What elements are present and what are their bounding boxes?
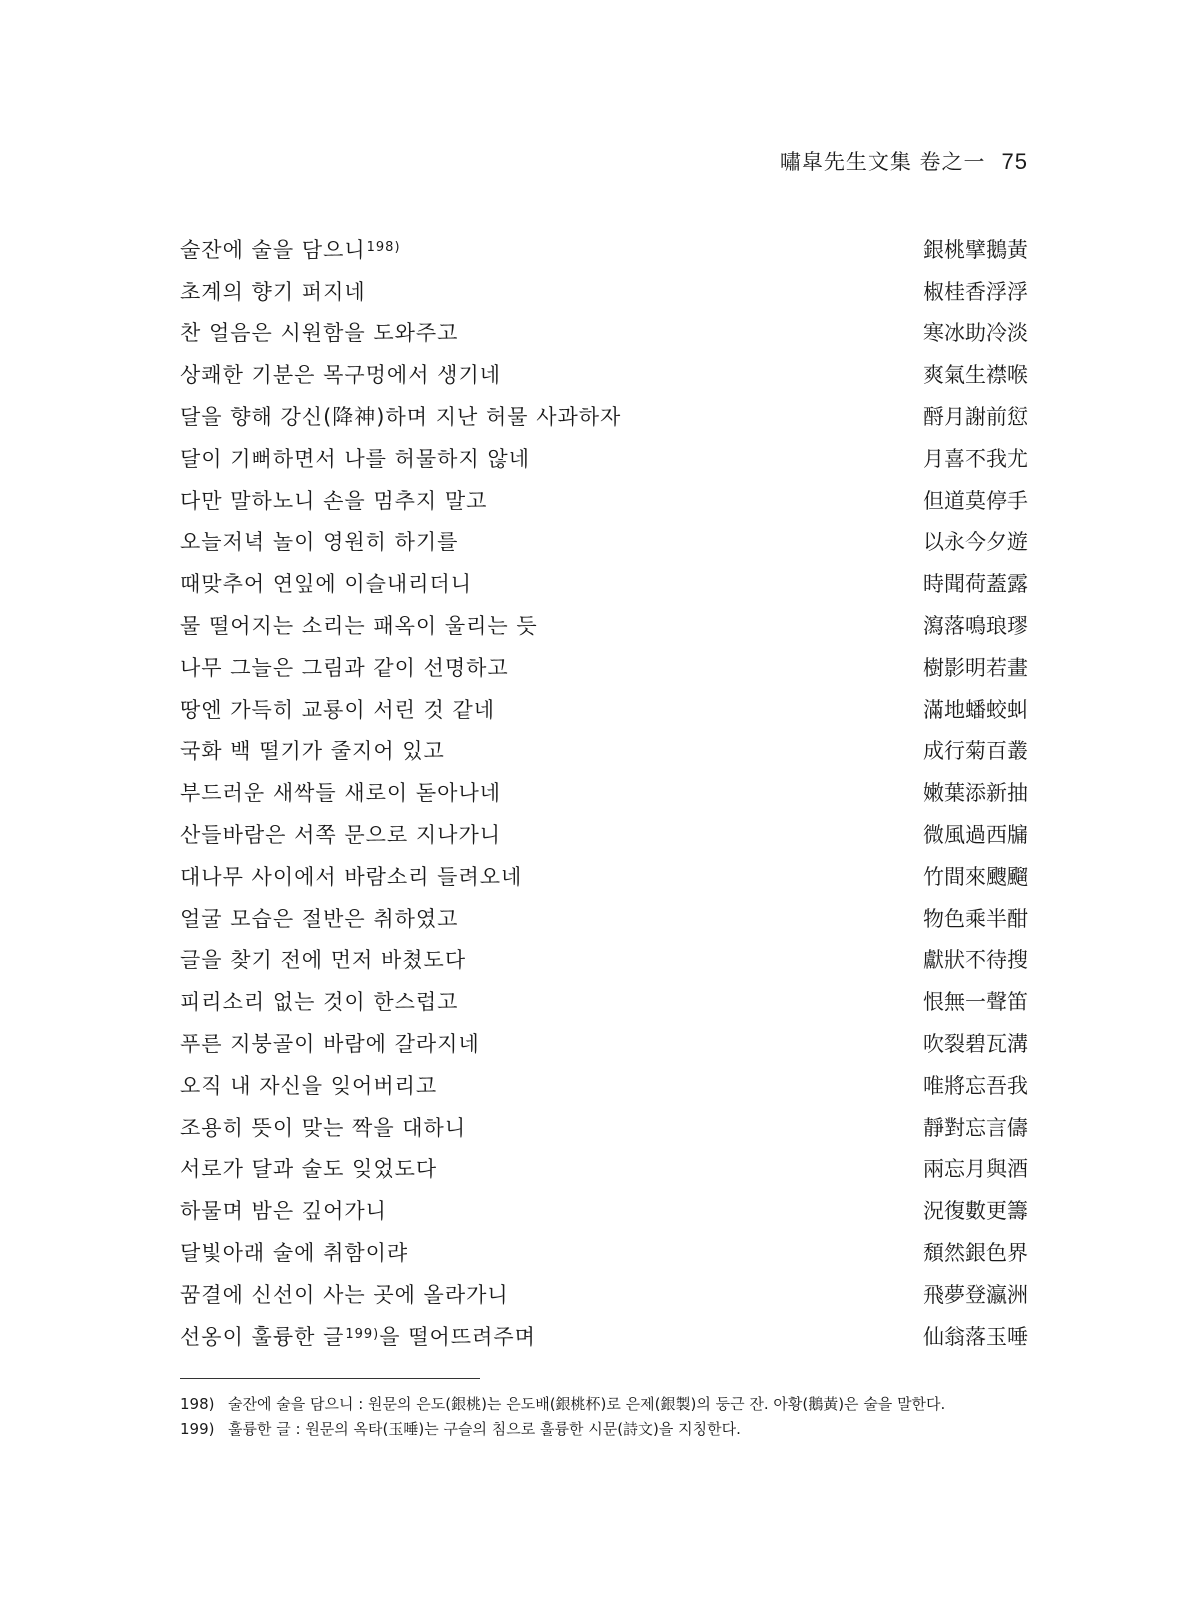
poem-line [180, 1315, 1028, 1357]
chinese-original: 時聞荷蓋露 [923, 572, 1028, 597]
poem-line [180, 1273, 1028, 1315]
footnote-ref: 199) [345, 1326, 380, 1342]
korean-text: 선옹이 훌륭한 글 [180, 1324, 345, 1349]
korean-translation: 다만 말하노니 손을 멈추지 말고 [180, 488, 488, 513]
poem-line [180, 855, 1028, 897]
korean-translation: 상쾌한 기분은 목구멍에서 생기네 [180, 363, 502, 388]
korean-text: 술잔에 술을 담으니 [180, 237, 366, 262]
poem-line [180, 897, 1028, 939]
korean-translation: 땅엔 가득히 교룡이 서린 것 같네 [180, 697, 496, 722]
korean-translation: 부드러운 새싹들 새로이 돋아나네 [180, 781, 502, 806]
chinese-original: 以永今夕遊 [923, 530, 1028, 555]
poem-line [180, 1022, 1028, 1064]
book-title: 嘯皐先生文集 卷之一 [779, 150, 986, 174]
korean-translation: 피리소리 없는 것이 한스럽고 [180, 990, 459, 1015]
korean-translation: 국화 백 떨기가 줄지어 있고 [180, 739, 445, 764]
poem-line [180, 562, 1028, 604]
chinese-original: 成行菊百叢 [923, 739, 1028, 764]
poem-line [180, 1106, 1028, 1148]
chinese-original: 頹然銀色界 [923, 1241, 1028, 1266]
footnote [180, 1392, 1028, 1417]
korean-translation: 초계의 향기 퍼지네 [180, 279, 366, 304]
chinese-original: 靜對忘言儔 [923, 1115, 1028, 1140]
poem-line [180, 730, 1028, 772]
korean-translation: 산들바람은 서쪽 문으로 지나가니 [180, 823, 502, 848]
chinese-original: 但道莫停手 [923, 488, 1028, 513]
poem-line [180, 604, 1028, 646]
chinese-original: 吹裂碧瓦溝 [923, 1032, 1028, 1057]
chinese-original: 月喜不我尤 [923, 446, 1028, 471]
poem-line [180, 1189, 1028, 1231]
chinese-original: 椒桂香浮浮 [923, 279, 1028, 304]
poem-line [180, 479, 1028, 521]
korean-translation: 때맞추어 연잎에 이슬내리더니 [180, 572, 473, 597]
chinese-original: 寒冰助冷淡 [923, 321, 1028, 346]
poem-line [180, 312, 1028, 354]
korean-translation [180, 1321, 536, 1351]
korean-translation: 달을 향해 강신(降神)하며 지난 허물 사과하자 [180, 405, 622, 430]
chinese-original: 酹月謝前愆 [923, 405, 1028, 430]
poem-line [180, 1148, 1028, 1190]
chinese-original: 兩忘月與酒 [923, 1157, 1028, 1182]
poem-line [180, 646, 1028, 688]
chinese-original: 況復數更籌 [923, 1199, 1028, 1224]
chinese-original: 爽氣生襟喉 [923, 363, 1028, 388]
chinese-original: 銀桃擘鵝黃 [923, 237, 1028, 262]
korean-translation: 글을 찾기 전에 먼저 바쳤도다 [180, 948, 467, 973]
chinese-original: 仙翁落玉唾 [923, 1324, 1028, 1349]
poem-line [180, 1064, 1028, 1106]
korean-translation: 찬 얼음은 시원함을 도와주고 [180, 321, 459, 346]
korean-translation: 오직 내 자신을 잊어버리고 [180, 1073, 438, 1098]
footnote-text: 술잔에 술을 담으니 : 원문의 은도(銀桃)는 은도배(銀桃杯)로 은제(銀製)의 둥근 잔. 아황(鵝黃)은 술을 말한다. [228, 1395, 946, 1413]
footnote [180, 1417, 1028, 1442]
footnote-number: 199) [180, 1420, 215, 1438]
footnote-number: 198) [180, 1395, 215, 1413]
poem-line [180, 939, 1028, 981]
korean-translation: 나무 그늘은 그림과 같이 선명하고 [180, 655, 509, 680]
chinese-original: 瀉落鳴琅璆 [923, 614, 1028, 639]
korean-translation: 서로가 달과 술도 잊었도다 [180, 1157, 438, 1182]
poem-line [180, 521, 1028, 563]
footnotes [180, 1392, 1028, 1442]
korean-translation: 달이 기뻐하면서 나를 허물하지 않네 [180, 446, 530, 471]
chinese-original: 物色乘半酣 [923, 906, 1028, 931]
korean-translation: 조용히 뜻이 맞는 짝을 대하니 [180, 1115, 467, 1140]
poem-line [180, 813, 1028, 855]
korean-translation: 꿈결에 신선이 사는 곳에 올라가니 [180, 1282, 509, 1307]
chinese-original: 滿地蟠蛟虯 [923, 697, 1028, 722]
poem-line [180, 980, 1028, 1022]
poem-line [180, 270, 1028, 312]
chinese-original: 獻狀不待搜 [923, 948, 1028, 973]
chinese-original: 微風過西牖 [923, 823, 1028, 848]
korean-translation: 오늘저녁 놀이 영원히 하기를 [180, 530, 459, 555]
footnote-ref: 198) [366, 239, 401, 255]
chinese-original: 嫩葉添新抽 [923, 781, 1028, 806]
poem-line [180, 437, 1028, 479]
page-number: 75 [1001, 149, 1028, 174]
korean-translation: 하물며 밤은 깊어가니 [180, 1199, 387, 1224]
chinese-original: 恨無一聲笛 [923, 990, 1028, 1015]
chinese-original: 唯將忘吾我 [923, 1073, 1028, 1098]
chinese-original: 樹影明若畫 [923, 655, 1028, 680]
korean-translation: 물 떨어지는 소리는 패옥이 울리는 듯 [180, 614, 538, 639]
poem-line [180, 353, 1028, 395]
poem-line [180, 1231, 1028, 1273]
korean-translation: 달빛아래 술에 취함이랴 [180, 1241, 409, 1266]
korean-text: 을 떨어뜨려주며 [379, 1324, 536, 1349]
running-header [780, 146, 1028, 176]
footnote-text: 훌륭한 글 : 원문의 옥타(玉唾)는 구슬의 침으로 훌륭한 시문(詩文)을 지칭한다. [228, 1420, 741, 1438]
footnote-divider [180, 1378, 480, 1379]
chinese-original: 竹間來颼飀 [923, 864, 1028, 889]
poem [180, 228, 1028, 1357]
korean-translation [180, 234, 401, 264]
poem-line [180, 688, 1028, 730]
korean-translation: 푸른 지붕골이 바람에 갈라지네 [180, 1032, 480, 1057]
korean-translation: 대나무 사이에서 바람소리 들려오네 [180, 864, 523, 889]
poem-line [180, 771, 1028, 813]
poem-line [180, 395, 1028, 437]
poem-line [180, 228, 1028, 270]
chinese-original: 飛夢登瀛洲 [923, 1282, 1028, 1307]
korean-translation: 얼굴 모습은 절반은 취하였고 [180, 906, 459, 931]
